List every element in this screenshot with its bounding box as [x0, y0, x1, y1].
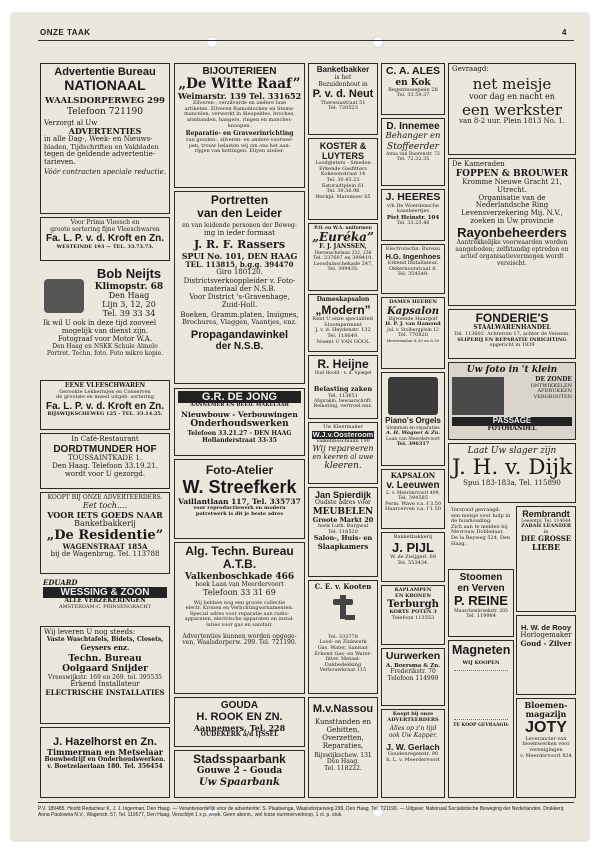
- ad-ca-ales: C. A. ALES en Kok Regentessepiein 28 Tel. 33.59.37: [381, 63, 445, 115]
- ad-terstond-gevraagd: Terstond gevraagd: een meisje voor hulp in de huishouding. Zich aan te melden bij Mevrouw Dobbelaar, De la Reyweg 524, Den Haag.: [451, 507, 511, 547]
- ad-magneten: Magneten WIJ KOOPEN TE KOOP GEVRAAGD:: [448, 640, 514, 798]
- ad-de-witte-raaf: BIJOUTERIEEN „De Witte Raaf” Weimarstr. 139 Tel. 331652 Zilveren-, verzilverde en andere luxe artikelen. Zilveren Ramonlocken en Stems- manceien, verwerkt in dieopeldes, broches, armbanden, hangers, ringen en manchet- knoopen. Reparatie- en Graveerinrichting van gouden-, zilveren- en andere voorwer- pen, trouw belasten wij om ons het aan- rijgen van kettingen. Ellyen atelier.: [174, 63, 305, 188]
- ad-hw-de-rooy: H. W. de Rooy Horlogemaker Goud - Zilver: [516, 615, 576, 695]
- ad-spierdijk: Jan Spierdijk Oudste adres voor MEUBELEN Groote Markt 20 hoek Luth. Burgwal Tel. 116520 Salon-, Huis- en Slaapkamers: [308, 487, 378, 577]
- ad-kapsalon-modern: Dameskapsalon „Modern” Kent U onze specialiteit Stoomperment J. v. d. Heydenstr. 132 Tel. 118649. Noemt U VAN GOOL: [308, 294, 378, 352]
- header-rule: [38, 40, 574, 41]
- punch-hole: [206, 36, 218, 48]
- ad-hazelhorst: J. Hazelhorst en Zn. Timmerman en Metselaar Bouwbedrijf en Onderhoudswerken. v. Boetzelaerlaan 180. Tel. 356454: [40, 727, 170, 798]
- ad-koster-luyters: KOSTER & LUYTERS Loodgieters - Smeden Erkende Gasfitters Kokesonstraat 14 Tel. 30.43.23 Estoradtplein 61 Tel. 39.56.96 Werkpl. Marsmoer 65: [308, 138, 378, 220]
- ad-h-rook: GOUDA H. ROOK EN ZN. Aannemers, Tel. 228 OUDEKERK a/d IJSSEL: [174, 697, 305, 747]
- camera-icon: [44, 279, 84, 313]
- ad-gevraagd-meisje: Gevraagd: net meisje voor dag en nacht en een werkster van 8-2 uur. Plein 1813 No. 1.: [448, 63, 576, 155]
- ad-j-heeres: J. HEERES v/h De Woerdensche kaasbeertjes Piet Heinstr. 104 Tel. 33.23.46: [381, 189, 445, 241]
- page-header-title: ONZE TAAK: [40, 28, 91, 37]
- ad-rembrandt-cinema: Rembrandt Leeentpl. Tel. 114644 ZARAH LEANDER in DIE GROSSE LIEBE: [516, 506, 576, 612]
- ad-dordtmunder-hof: In Café-Restaurant DORDTMUNDER HOF TOUSSAINTKADE 1. Den Haag. Telefoon 33.19.21. wordt voor U gezorgd.: [40, 433, 170, 489]
- ad-p-reine: Stoomen en Verven P. REINE Mauschenbroekstr. 205 Tel. 119984: [448, 569, 514, 637]
- ad-pvd-neut: Banketbakker is het Bezuidenhout in P. v. d. Neut Theresiastraat 51 Tel. 720523: [308, 63, 378, 135]
- ad-wagner-orgels: Piano's Orgels Stemmen en reparaties A. H. Wagner & Zn. Laan van Meerdervoort Tel. 396317: [381, 372, 445, 466]
- ad-d-innemee: D. Innemee Behanger en Stoffeerder Anna van Buerenstr. 72 Tel. 72.32.35: [381, 118, 445, 186]
- ad-stadsspaarbank: Stadsspaarbank Gouwe 2 - Gouda Uw Spaarbank: [174, 750, 305, 798]
- ad-fonderies: FONDERIE'S STAALWARENHANDEL Tel. 113602. Achterom 17, achter de Vensem. SLIPERIJ EN REPARATIE INRICHTING opgericht in 1839: [448, 309, 576, 359]
- ad-bob-neijts: Bob Neijts Klimopstr. 68 Den Haag Lijn 3, 12, 20 Tel. 39 33 34 Ik wil U ook in deze tijd zooveel mogelijk van dienst zijn. Fotograaf voor Motor W.A. Den Haag en NSKK Schule Almelo Portret. Techn. foto. Foto mikro kopie.: [43, 266, 164, 357]
- colophon: P.V. 189485. Hoofd Redacteur K. J. J. Ingerman, Den Haag. — Verantwoordelijk voor de advertentie: S. Plaatsenga, Waalsdorperweg 299, Den Haag. Tel. 721190. — Uitgave: Nationaal Socialistische Beweging der Nederlanden. Drukkerij: Anna Paulowna N.V., Wagenstr. 57, Tel. 110577, Den Haag. Verschijnt 1 x p. week. Geen abonn., wel losse nummerverkoop, 1 ct. p. stuk.: [38, 806, 565, 819]
- ad-terburgh: KAPLAMPEN EN KRONEN Terburgh KORTE POTEN 3 Telefoon 113553: [381, 585, 445, 645]
- ad-kapsalon-v-leeuwen: KAPSALON v. Leeuwen L. v. Meerdervoort 499, Tel. 394585 Perm. Wave v.a. f 3.50 Haarverven v.a. f 1.50: [381, 469, 445, 529]
- ad-oosteroom: Uw Kleermaker W.J.v.Oosteroom Valkenboschlaan 190 Wij repareeren en keeren al uwe kleeren.: [308, 422, 378, 484]
- ad-passage-fotohandel: Uw foto in 't klein DE ZONDE ONTWIKKELEN AFDRUKKEN VERGROOTEN PASSAGE FOTOHANDEL: [448, 362, 576, 440]
- ad-kroft-rijswijkscheweg: EENE VLEESCHWAREN Gerookte Lekkernijen en Conserven de grootste en meest uitgeb. sortering Fa. L. P. v. d. Kroft en Zn. RIJSWIJKSCHEWEG 125 - TEL. 33.14.25.: [40, 380, 170, 430]
- ad-kroft-westeinde: Voor Prima Vleesch en groote sortering fijne Vleeschwaren Fa. L. P. v. d. Kroft en Zn. WESTEINDE 193 — TEL. 33.73.73.: [40, 217, 170, 261]
- ad-atb: Alg. Techn. Bureau A.T.B. Valkenboschkade 466 hoek Laan van Meerdervoort Telefoon 33 31 69 Wij hebben nog een groote collectie electr. Kronen en Verlichtingsornamenten. Special adres voor reparatie aan radio- apparaten, electrische apparaten en instal- laties voor gas en sanitair. Advertenties kunnen worden opgege- ven, Waalsdorperw. 299. Tel. 721190.: [174, 542, 305, 694]
- ad-joty-bloemen: Bloemen- magazijn JOTY Leverancier van bloemwerken voor verenigingen v. Meerdervoort 824: [516, 698, 576, 798]
- ad-ce-v-kooten: C. E. v. Kooten Tel. 333778 Lood- en Zinkwerk Gas, Water, Sanitair Erkend Gas- en Water- fitter. Metaal- Dakbedekking Verbouwkraat 115: [308, 580, 378, 694]
- ad-foppen-brouwer: De Kameraden FOPPEN & BROUWER Kromme Nieuwe Gracht 21, Utrecht. Organisatie van de Nederlandsche Ring Levensverzekering Mij. N.V., zoeken in Uw provincie Rayonbeheerders Aantrekkelijke voorwaarden worden aangeboden; zelfstandig optreden en actief organisatievermogen wordt vereischt.: [448, 158, 576, 306]
- ad-gr-de-jong: G.R. DE JONG AANNEMER EN BEËD. MAKELAAR Nieuwbouw - Verbouwingen Onderhoudswerken Telefoon 33.21.27 - DEN HAAG Hollanderstraat 33-35: [174, 388, 305, 456]
- ad-foto-atelier-streefkerk: Foto-Atelier W. Streefkerk Vaillantlaan 117, Tel. 335737 voor reproductiewerk en modern potretwerk is dit je beste adres: [174, 459, 305, 539]
- ad-mv-nassou: M.v.Nassou Kunsttanden en Gebitten, Overzetten, Reparaties, Rijswijkschew. 131 Den Haag. Tel. 118222.: [308, 697, 378, 798]
- ad-wessing-zoon: EDUARD WESSING & ZOON ALLE VERZEKERINGEN AMSTERDAM-C. PRINSENGRACHT: [40, 577, 170, 623]
- ad-portretten-leider: Portretten van den Leider en van leidende personen der Beweg- ing in ieder formaat J. R. F. Rassers SPUI No. 101, DEN HAAG TEL. 113815, b.g.g. 394470 Giro 180120. Districtsverkooppleider v. Foto- materiaal der N.S.B. Voor District 's-Gravenhage, Zuid-Holl. Boeken, Gramm.platen, Insignes, Brochures, Vlaggen, Vaantjes, enz. Propagandawinkel der N.S.B.: [174, 191, 305, 384]
- ad-nationaal: Advertentie Bureau NATIONAAL WAALSDORPERWEG 299 Telefoon 721190 Verzorgt al Uw ADVERTENTIES in alle Dag-, Week- en Nieuws- bladen, Tijdschriften en Vakbladen tegen de geldende advertentie- tarieven. Vóór contracten speciale reductie.: [40, 63, 170, 214]
- ad-j-pijl: Banketbakkerij J. PIJL W. de Zwijgerl. 69 Tel. 553434.: [381, 532, 445, 582]
- water-tap-icon: [331, 595, 355, 631]
- piano-icon: [388, 377, 438, 415]
- photo-thumbnail: [452, 377, 504, 415]
- ad-jh-v-dijk: Laat Uw slager zijn J. H. v. Dijk Spui 183-183a, Tel. 115890: [448, 443, 576, 503]
- punch-hole: [372, 36, 384, 48]
- ad-de-residentie: KOOPT BIJ ONZE ADVERTEERDERS. Eet toch.... VOOR IETS GOEDS NAAR Banketbakkerij „De Residentie” WAGENSTRAAT 185A bij de Wagenbrug. Tel. 113788: [40, 492, 170, 574]
- ad-jw-gerlach: Koopt bij onze ADVERTEERDERS Alles op z'n tijd ook Uw Kapper. J. W. Gerlach Goudenregenstr. 90 h. L. v. Meerdervoort: [381, 709, 445, 798]
- ad-boersma: Uurwerken A. Boersma & Zn. Frederikstr. 70 Telefoon 114999: [381, 648, 445, 706]
- ad-eureka: P.O. en W.A. uniformen „Euréka” F. J. JANSSEN, Dierenschelaan 232, 236 Tel. 337607 en 399419. Loosduinschekade 247, Tel. 399435.: [308, 223, 378, 291]
- magneten-text-block: [454, 670, 508, 720]
- footer-rule: [38, 802, 574, 803]
- ad-hg-ingenhoes: Electrotechn. Bureau H.G. Ingenhoes Erkend Installateur. Okkernootstraat 8. Tel. 354549.: [381, 244, 445, 294]
- page-number: 4: [562, 28, 567, 37]
- ad-oolgaard-snijder: Wij leveren U nog steeds: Vaste Waschtafels, Bidets, Closets, Geysers enz. Techn. Bureau Oolgaard Snijder Vreeswijkstr. 169 en 269. tel. 395535 Erkend Installateur ELECTRISCHE INSTALLATIES: [40, 626, 170, 724]
- ad-kapsalon-hamond: DAMES HEEREN Kapsalon Bijvoende Haargolf H. P. J. van Hamond Jul. v. Stolbergplein 12 Tel. 770820 Heerensalon 8.30 en 6.30: [381, 297, 445, 369]
- ad-r-heijne: R. Heijne Oud Hoofd - v. d. Spiegel Belasting zaken Tel. 113651 Afsprakin, bewaarschrift, Belasting, vertroel.enz.: [308, 355, 378, 419]
